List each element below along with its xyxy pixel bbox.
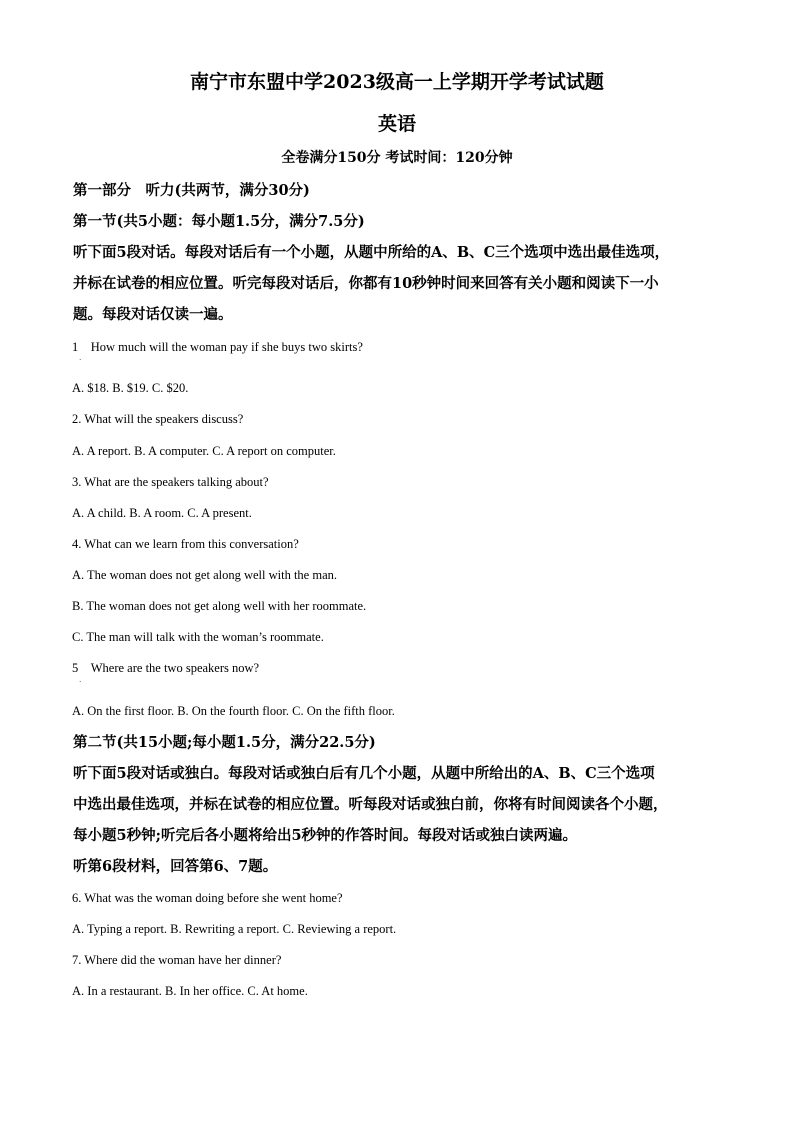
question-options: A. A child. B. A room. C. A present. xyxy=(72,506,252,520)
dot-mark: · xyxy=(79,678,82,686)
dot-mark: · xyxy=(79,356,82,364)
question-stem: 6. What was the woman doing before she went home? xyxy=(72,891,343,905)
exam-info: 全卷满分150分 考试时间：120分钟 xyxy=(281,150,513,166)
question-stem: 7. Where did the woman have her dinner? xyxy=(72,953,282,967)
section1-instruction-line: 并标在试卷的相应位置。听完每段对话后，你都有10秒钟时间来回答有关小题和阅读下一小 xyxy=(73,275,659,292)
question-option: B. The woman does not get along well with her roommate. xyxy=(72,599,367,613)
part-heading: 第一部分 听力(共两节，满分30分) xyxy=(73,182,310,199)
question-options: A. $18. B. $19. C. $20. xyxy=(72,381,189,395)
question-options: A. In a restaurant. B. In her office. C. At home. xyxy=(72,984,308,998)
section2-instruction-line: 听下面5段对话或独白。每段对话或独白后有几个小题，从题中所给出的A、B、C三个选项 xyxy=(73,765,655,782)
exam-title: 南宁市东盟中学2023级高一上学期开学考试试题 xyxy=(190,71,604,93)
question-options: A. Typing a report. B. Rewriting a report. C. Reviewing a report. xyxy=(72,922,397,936)
question-stem: 5 Where are the two speakers now? xyxy=(72,661,260,675)
question-option: C. The man will talk with the woman’s roommate. xyxy=(72,630,324,644)
question-stem: 2. What will the speakers discuss? xyxy=(72,412,244,426)
subject-title: 英语 xyxy=(377,113,416,135)
section2-heading: 第二节(共15小题;每小题1.5分，满分22.5分) xyxy=(73,734,376,751)
section2-instruction-line: 每小题5秒钟;听完后各小题将给出5秒钟的作答时间。每段对话或独白读两遍。 xyxy=(73,827,578,844)
question-option: A. The woman does not get along well with the man. xyxy=(72,568,337,582)
question-stem: 4. What can we learn from this conversation? xyxy=(72,537,299,551)
material-heading: 听第6段材料，回答第6、7题。 xyxy=(73,858,278,875)
section2-instruction-line: 中选出最佳选项，并标在试卷的相应位置。听每段对话或独白前，你将有时间阅读各个小题， xyxy=(73,796,668,813)
section1-heading: 第一节(共5小题：每小题1.5分，满分7.5分) xyxy=(73,213,365,230)
question-options: A. On the first floor. B. On the fourth floor. C. On the fifth floor. xyxy=(72,704,395,718)
section1-instruction-line: 题。每段对话仅读一遍。 xyxy=(73,306,233,323)
section1-instruction-line: 听下面5段对话。每段对话后有一个小题，从题中所给的A、B、C三个选项中选出最佳选项， xyxy=(73,244,670,261)
question-options: A. A report. B. A computer. C. A report on computer. xyxy=(72,444,336,458)
question-stem: 1 How much will the woman pay if she buys two skirts? xyxy=(72,340,363,354)
question-stem: 3. What are the speakers talking about? xyxy=(72,475,269,489)
